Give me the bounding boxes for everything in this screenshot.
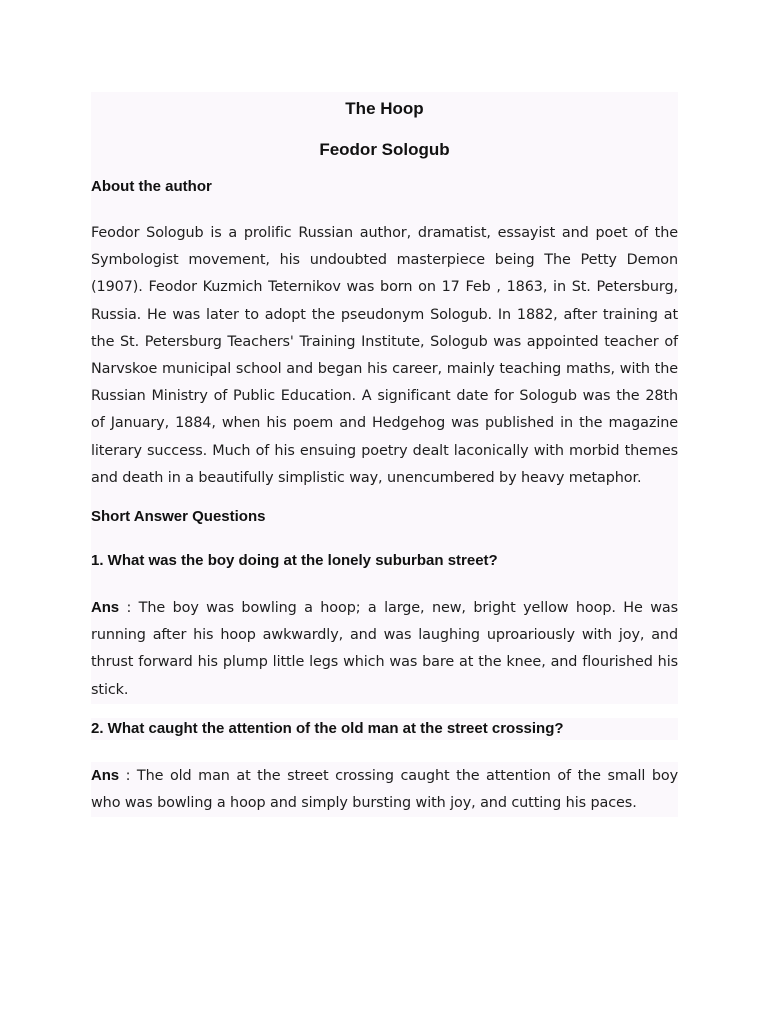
title-block (91, 92, 678, 176)
question-text: 1. What was the boy doing at the lonely suburban street? (91, 552, 498, 570)
question-item (91, 718, 678, 740)
about-heading: About the author (91, 178, 212, 195)
answer-paragraph (91, 762, 678, 817)
about-paragraph: Feodor Sologub is a prolific Russian author, dramatist, essayist and poet of the Symbologist movement, his undoubted masterpiece being The Petty Demon (1907). Feodor Kuzmich Teternikov was born on 17 Feb , 1863, in St. Petersburg, Russia. He was later to adopt the pseudonym Sologub. In 1882, after training at the St. Petersburg Teachers' Training Institute, Sologub was appointed teacher of Narvskoe municipal school and began his career, mainly teaching maths, with the Russian Ministry of Public Education. A significant date for Sologub was the 28th of January, 1884, when his poem and Hedgehog was published in the magazine literary success. Much of his ensuing poetry dealt laconically with morbid themes and death in a beautifully simplistic way, unencumbered by heavy metaphor. (91, 225, 678, 486)
answer-label: Ans (91, 766, 120, 784)
question-item (91, 550, 678, 704)
document-title: The Hoop (345, 99, 424, 118)
answer-text: : The boy was bowling a hoop; a large, new, bright yellow hoop. He was running after his hoop awkwardly, and was laughing uproariously with joy, and thrust forward his plump little legs which was bare at the knee, and flourished his stick. (91, 600, 678, 698)
answer-label: Ans (91, 599, 120, 617)
answer-text: : The old man at the street crossing caught the attention of the small boy who was bowling a hoop and simply bursting with joy, and cutting his paces. (91, 767, 678, 812)
answer-block (91, 762, 678, 817)
question-text: 2. What caught the attention of the old man at the street crossing? (91, 719, 564, 737)
answer-paragraph (91, 594, 678, 704)
questions-heading: Short Answer Questions (91, 508, 266, 526)
document-author: Feodor Sologub (319, 140, 450, 159)
document-page (91, 92, 678, 817)
questions-section (91, 492, 678, 704)
about-section (91, 176, 678, 492)
